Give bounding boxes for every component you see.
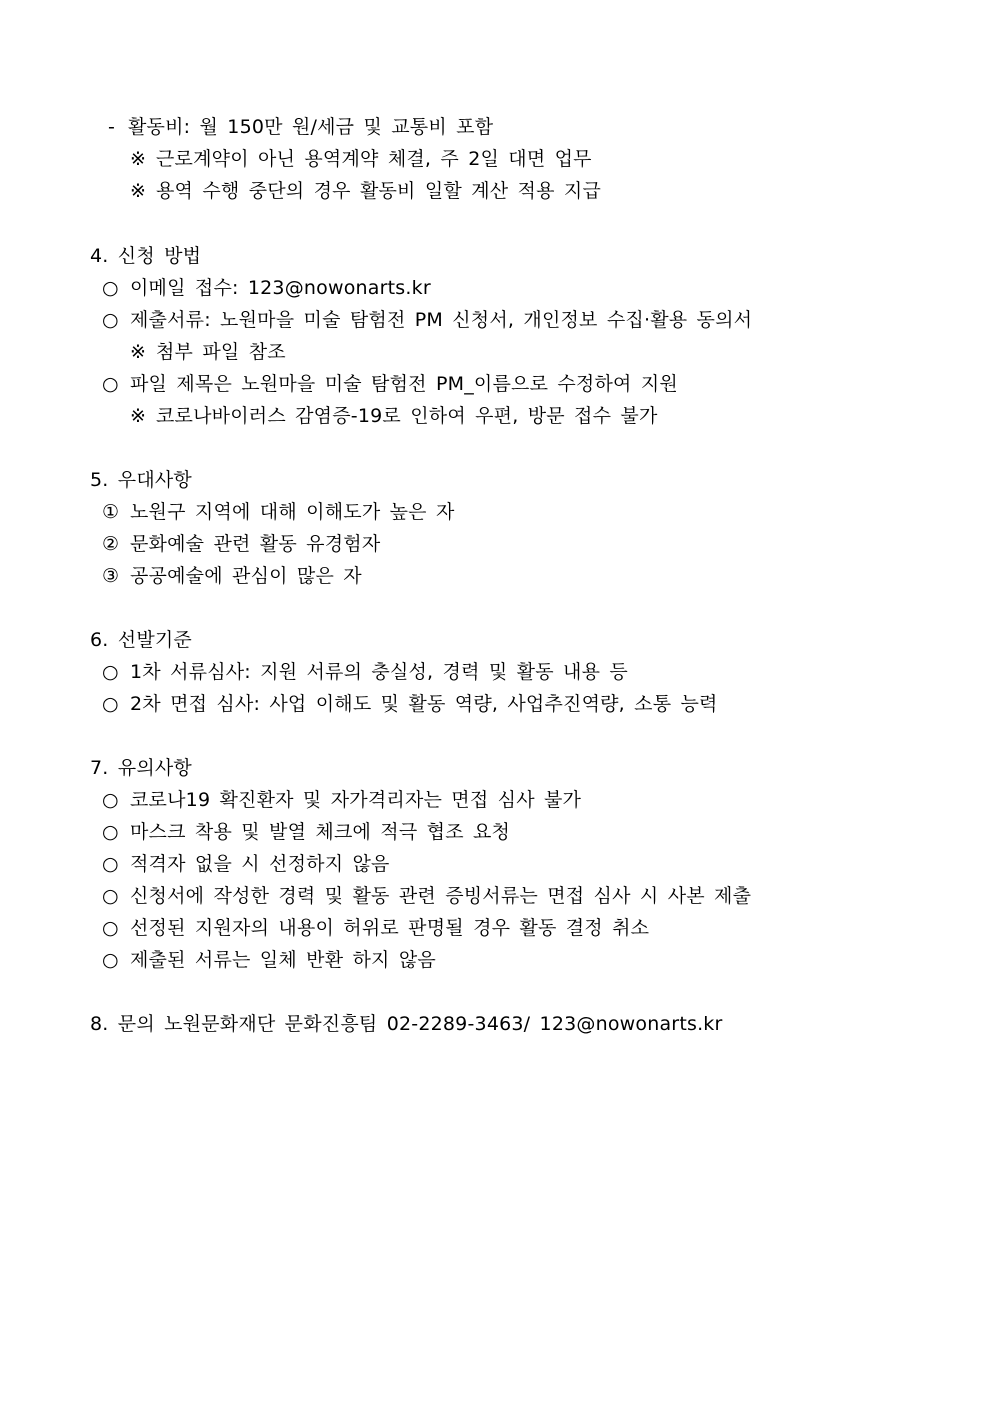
item-text: 이메일 접수: 123@nowonarts.kr <box>130 277 431 299</box>
item-text: 1차 서류심사: 지원 서류의 충실성, 경력 및 활동 내용 등 <box>130 661 628 683</box>
section-7-item-6 <box>102 948 436 972</box>
section-5-heading: 5. 우대사항 <box>90 469 192 491</box>
section-4-item-email <box>102 276 431 300</box>
circle-bullet: ○ <box>102 821 119 843</box>
number-mark: ② <box>102 533 120 555</box>
activity-fee-note-1 <box>130 147 592 171</box>
note-mark: ※ <box>130 148 147 170</box>
section-7-item-2 <box>102 820 510 844</box>
section-7-heading: 7. 유의사항 <box>90 757 192 779</box>
note-text: 첨부 파일 참조 <box>156 341 286 363</box>
note-text: 근로계약이 아닌 용역계약 체결, 주 2일 대면 업무 <box>156 148 592 170</box>
section-4-note-covid <box>130 404 658 428</box>
note-mark: ※ <box>130 405 147 427</box>
item-text: 문화예술 관련 활동 유경험자 <box>130 533 381 555</box>
section-6-item-1 <box>102 660 628 684</box>
section-6-item-2 <box>102 692 718 716</box>
section-5-item-1 <box>102 500 455 524</box>
section-8-contact: 8. 문의 노원문화재단 문화진흥팀 02-2289-3463/ 123@nowonarts.kr <box>90 1013 723 1035</box>
section-6-heading: 6. 선발기준 <box>90 629 192 651</box>
circle-bullet: ○ <box>102 853 119 875</box>
circle-bullet: ○ <box>102 949 119 971</box>
section-4-note-attachment <box>130 340 286 364</box>
note-mark: ※ <box>130 341 147 363</box>
note-text: 코로나바이러스 감염증-19로 인하여 우편, 방문 접수 불가 <box>156 405 658 427</box>
circle-bullet: ○ <box>102 661 119 683</box>
activity-fee-line <box>108 115 493 139</box>
item-text: 파일 제목은 노원마을 미술 탐험전 PM_이름으로 수정하여 지원 <box>130 373 678 395</box>
section-7-item-5 <box>102 916 649 940</box>
item-text: 선정된 지원자의 내용이 허위로 판명될 경우 활동 결정 취소 <box>130 917 650 939</box>
item-text: 적격자 없을 시 선정하지 않음 <box>130 853 390 875</box>
item-text: 노원구 지역에 대해 이해도가 높은 자 <box>130 501 455 523</box>
section-4-item-filename <box>102 372 678 396</box>
item-text: 2차 면접 심사: 사업 이해도 및 활동 역량, 사업추진역량, 소통 능력 <box>130 693 718 715</box>
note-text: 용역 수행 중단의 경우 활동비 일할 계산 적용 지급 <box>156 180 601 202</box>
circle-bullet: ○ <box>102 917 119 939</box>
item-text: 공공예술에 관심이 많은 자 <box>130 565 362 587</box>
item-text: 신청서에 작성한 경력 및 활동 관련 증빙서류는 면접 심사 시 사본 제출 <box>130 885 752 907</box>
section-7-item-1 <box>102 788 581 812</box>
item-text: 마스크 착용 및 발열 체크에 적극 협조 요청 <box>130 821 511 843</box>
circle-bullet: ○ <box>102 373 119 395</box>
circle-bullet: ○ <box>102 693 119 715</box>
section-7-item-4 <box>102 884 751 908</box>
circle-bullet: ○ <box>102 309 119 331</box>
number-mark: ① <box>102 501 120 523</box>
section-5-item-3 <box>102 564 362 588</box>
dash-mark: - <box>108 116 116 138</box>
number-mark: ③ <box>102 565 120 587</box>
activity-fee-note-2 <box>130 179 601 203</box>
section-5-item-2 <box>102 532 380 556</box>
circle-bullet: ○ <box>102 885 119 907</box>
activity-fee-text: 활동비: 월 150만 원/세금 및 교통비 포함 <box>128 116 494 138</box>
item-text: 제출된 서류는 일체 반환 하지 않음 <box>130 949 436 971</box>
circle-bullet: ○ <box>102 789 119 811</box>
section-7-item-3 <box>102 852 390 876</box>
item-text: 제출서류: 노원마을 미술 탐험전 PM 신청서, 개인정보 수집·활용 동의서 <box>130 309 753 331</box>
item-text: 코로나19 확진환자 및 자가격리자는 면접 심사 불가 <box>130 789 582 811</box>
note-mark: ※ <box>130 180 147 202</box>
section-4-heading: 4. 신청 방법 <box>90 245 202 267</box>
circle-bullet: ○ <box>102 277 119 299</box>
section-4-item-documents <box>102 308 752 332</box>
